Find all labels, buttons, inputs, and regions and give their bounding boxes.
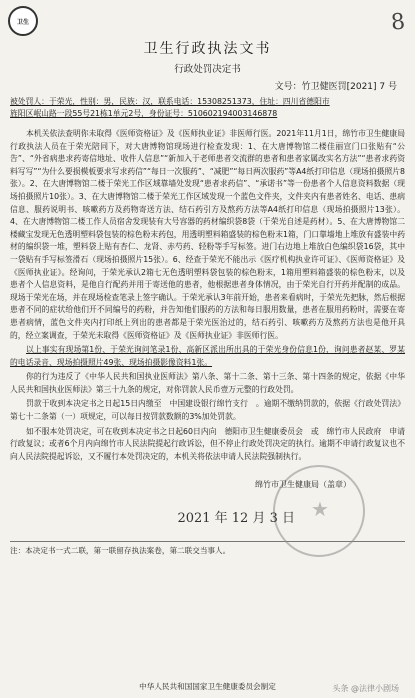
document-number: 文号：竹卫健医罚[2021] 7 号 xyxy=(274,82,397,92)
party-info xyxy=(10,96,405,120)
paragraph-payment: 罚款于收到本决定书之日起15日内缴至 中国建设银行绵竹支行 。逾期不缴纳罚款的，依据《行政处罚法》第七十二条第（一）项规定，可以每日按罚款数额的3%加处罚款。 xyxy=(10,399,405,422)
paragraph-appeal: 如不服本处罚决定，可在收到本决定书之日起60日内向 德阳市卫生健康委员会 或 绵竹市人民政府 申请行政复议；或者6个月内向绵竹市人民法院提起行政诉讼，但不停止行政处罚决定的执行。逾期不申请行政复议也不向人民法院提起诉讼，又不履行本处罚决定的，本机关将依法申请人民法院强制执行。 xyxy=(10,426,405,461)
document-title: 卫生行政执法文书 xyxy=(143,41,272,57)
paragraph-evidence: 以上事实有现场第1份、于荣光询问笔录1份、高新区派出所出具的于荣光身份信息1份，询问患者赵某、罗某的电话录音、现场拍摄照片49张、现场拍摄影像资料1张。 xyxy=(10,345,405,367)
emblem-text: 卫生 xyxy=(16,18,29,26)
decision-body xyxy=(10,128,405,463)
party-line-1: 被处罚人：于荣光，性别：男，民族：汉，联系电话：15308251373，住址：四川省德阳市 xyxy=(10,97,330,106)
paragraph-violation: 你的行为违反了《中华人民共和国执业医师法》第八条、第十二条、第十三条、第十四条的规定，依据《中华人民共和国执业医师法》第三十九条的规定，对你罚款人民币壹万元整的行政处罚。 xyxy=(10,372,405,394)
handwritten-date: 2021 年 12 月 3 日 xyxy=(177,511,295,527)
party-line-2: 旌阳区岷山路一段55号21栋1单元2号，身份证号：510602194003146878 xyxy=(10,109,278,118)
corner-handwritten-mark: 8 xyxy=(389,9,407,36)
issuer-footer: 中华人民共和国国家卫生健康委员会制定 xyxy=(139,682,276,691)
issuing-authority: 绵竹市卫生健康局（盖章） xyxy=(255,480,351,490)
paragraph-facts: 本机关依法查明你未取得《医师资格证》及《医师执业证》非医师行医。2021年11月1日，绵竹市卫生健康局行政执法人员在于荣光陪同下，对大唐博物馆现场进行检查发现：1、在大唐博物馆二楼佳丽宣门口张贴有“公告”、“外省病患求药寄信地址、收件人信息”“新加入于老师患者交流群的患者和患者家属改实名方法”“患者求药资料写写”“为什么要损模板要求写求药信”“每日一次服药”、“减肥”“每日两次服药”等A4纸打印信息（现场拍摄照片8张）。2、在大唐博物馆二楼于荣光工作区域靠墙处发现“患者求药信”、“承诺书”等一份患者个人信息资料数据（现场拍摄照片10张）。3、在大唐博物馆二楼于荣光工作区域发现一个蓝色文件夹，文件夹内有患者姓名、电话、患病信息、服药说明书、咳嗽药方及药物寄送方法、结石药引方及熬药方法等A4纸打印信息（现场拍摄照片13张）。4、在大唐博物馆二楼工作人员宿舍发现装有大号容器的药材编织袋8袋（于荣光自述是药材）。5、在大唐博物馆二楼藏宝发现无色透明塑料袋包装的棕色粉末药包，用透明塑料箱盛装的棕色粉末1箱，门口靠墙地上堆放有盛装中药材的编织袋一堆，塑料袋上贴有杏仁、龙肾、赤芍药、轻粉等手写标签。进门右边地上堆放白色编织袋16袋，其中一袋贴有手写标签滑石（现场拍摄照片15张）。6、经查于荣光不能出示《医疗机构执业许可证》、《医师资格证》及《医师执业证》。经询问，于荣光承认2箱七无色透明塑料袋包装的棕色粉末，1箱用塑料箱盛装的棕色粉末，以及患者个人信息资料，是他自行配药并用于寄送他的患者，他根据患者身体情况，由于荣光自行开药并配制的成品。现场于荣光在场，并在现场检查笔录上签字确认。于荣光承认3年前开始，患者来看病时，于荣光先把脉，然后根据患者不同的症状给他们开不同编号的药粉，并告知他们服药的方法和每日服用数量，患者在服用药粉时，需要在寄患者病情，蓝色文件夹内打印纸上列出的患者都是于荣光医治过的，结石药引、咳嗽药方及熬药方法也是他开具的，经立案调查，于荣光未取得《医师资格证》及《医师执业证》非医师行医。 xyxy=(10,129,405,340)
watermark: 头条 @法律小剧场 xyxy=(332,684,399,693)
document-subtitle: 行政处罚决定书 xyxy=(174,64,241,75)
health-emblem-icon xyxy=(8,6,38,36)
copies-note: 注：本决定书一式二联，第一联留存执法案卷，第二联交当事人。 xyxy=(10,541,405,556)
signature-block xyxy=(10,465,405,535)
